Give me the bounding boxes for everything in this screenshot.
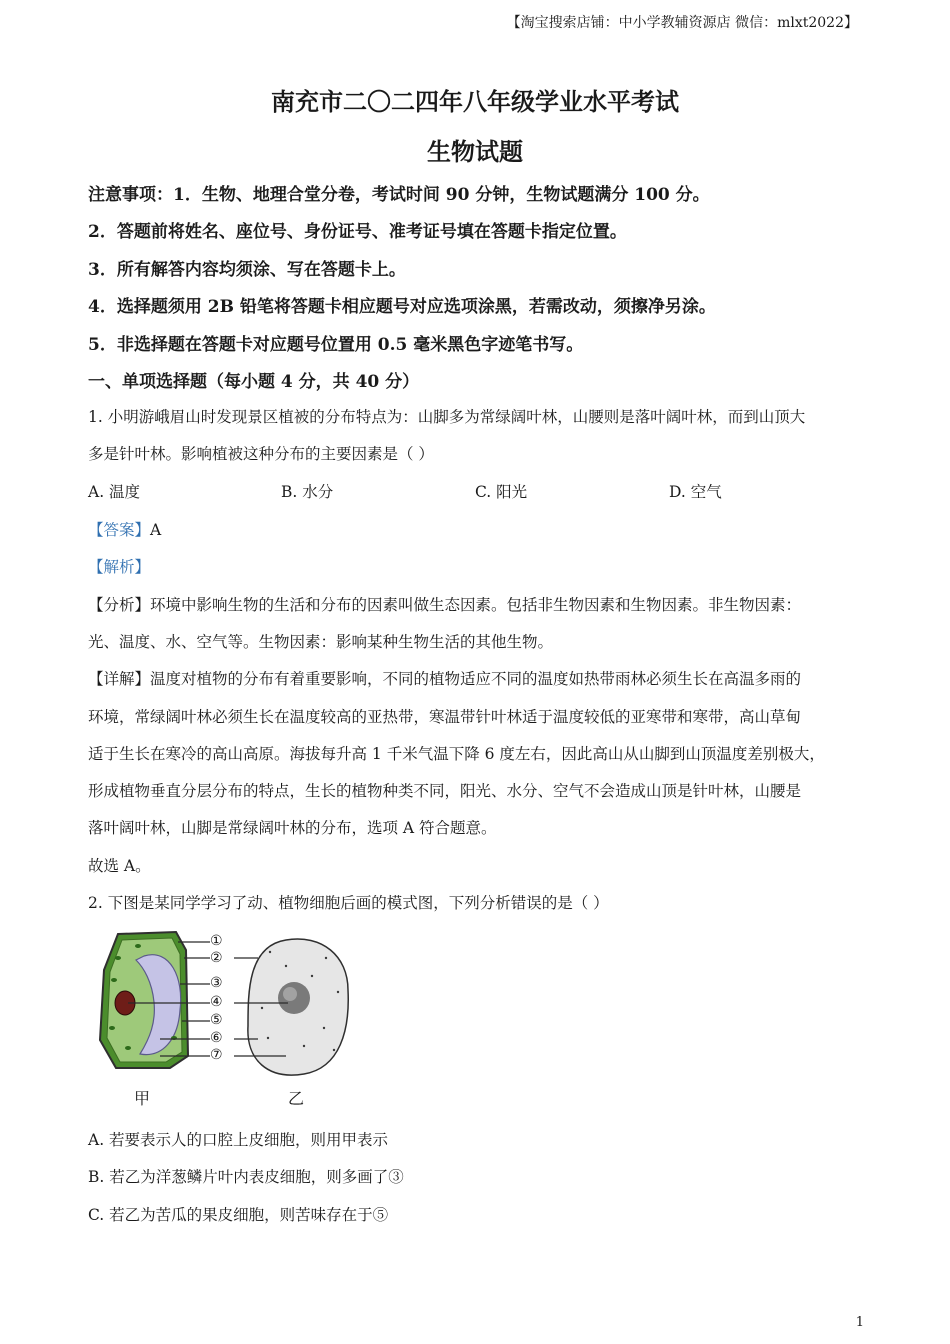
q1-stem-line-2: 多是针叶林。影响植被这种分布的主要因素是（ ） <box>88 445 434 463</box>
q1-option-c: C. 阳光 <box>475 483 528 501</box>
chloroplast-dot <box>109 1026 115 1030</box>
nucleus-highlight <box>283 987 297 1001</box>
chloroplast-dot <box>125 1046 131 1050</box>
notice-line-5: 5．非选择题在答题卡对应题号位置用 0.5 毫米黑色字迹笔书写。 <box>88 335 584 355</box>
q1-answer-row <box>88 518 161 540</box>
fenxi-text-1: 环境中影响生物的生活和分布的因素叫做生态因素。包括非生物因素和生物因素。非生物因素： <box>150 596 802 614</box>
label-5: ⑤ <box>210 1012 223 1028</box>
q1-xiangjie-line-2: 环境，常绿阔叶林必须生长在温度较高的亚热带，寒温带针叶林适于温度较低的亚寒带和寒带，高山草甸 <box>88 708 802 726</box>
q2-option-c: C. 若乙为苦瓜的果皮细胞，则苦味存在于⑤ <box>88 1206 389 1224</box>
exam-subtitle: 生物试题 <box>427 137 523 166</box>
label-6: ⑥ <box>210 1030 223 1046</box>
notice-line-1: 注意事项：1．生物、地理合堂分卷，考试时间 90 分钟，生物试题满分 100 分。 <box>88 185 710 205</box>
header-banner: 【淘宝搜索店铺：中小学教辅资源店 微信：mlxt2022】 <box>506 15 858 31</box>
label-3: ③ <box>210 975 223 991</box>
section-heading: 一、单项选择题（每小题 4 分，共 40 分） <box>88 372 420 392</box>
cell-diagram <box>98 928 358 1110</box>
cell-diagram-svg <box>98 928 358 1110</box>
q1-xiangjie-line-1 <box>88 667 801 689</box>
xiangjie-tag: 【详解】 <box>88 670 151 688</box>
q1-answer: A <box>150 521 162 539</box>
q1-option-b: B. 水分 <box>281 483 334 501</box>
caption-right: 乙 <box>288 1089 305 1108</box>
chloroplast-dot <box>115 956 121 960</box>
q1-fenxi-line-2: 光、温度、水、空气等。生物因素：影响某种生物生活的其他生物。 <box>88 633 554 651</box>
page-number: 1 <box>855 1315 864 1330</box>
label-2: ② <box>210 950 223 966</box>
q1-xiangjie-line-3: 适于生长在寒冷的高山高原。海拔每升高 1 千米气温下降 6 度左右，因此高山从山脚到山顶温度差别极大， <box>88 745 825 763</box>
q2-option-b: B. 若乙为洋葱鳞片叶内表皮细胞，则多画了③ <box>88 1168 404 1186</box>
chloroplast-dot <box>135 944 141 948</box>
exam-title: 南充市二〇二四年八年级学业水平考试 <box>271 87 679 116</box>
q1-stem-line-1: 1. 小明游峨眉山时发现景区植被的分布特点为：山脚多为常绿阔叶林，山腰则是落叶阔叶林，而到山顶大 <box>88 408 806 426</box>
q1-xiangjie-line-4: 形成植物垂直分层分布的特点，生长的植物种类不同，阳光、水分、空气不会造成山顶是针叶林，山腰是 <box>88 782 802 800</box>
q2-stem: 2. 下图是某同学学习了动、植物细胞后画的模式图，下列分析错误的是（ ） <box>88 894 609 912</box>
q1-option-a: A. 温度 <box>88 483 141 501</box>
animal-cell <box>248 939 348 1075</box>
notice-line-3: 3．所有解答内容均须涂、写在答题卡上。 <box>88 260 406 280</box>
fenxi-tag: 【分析】 <box>88 596 151 614</box>
notice-line-4: 4．选择题须用 2B 铅笔将答题卡相应题号对应选项涂黑，若需改动，须擦净另涂。 <box>88 297 716 317</box>
analysis-tag: 【解析】 <box>88 558 151 576</box>
q1-conclusion: 故选 A。 <box>88 857 151 875</box>
q1-fenxi-line-1 <box>88 593 801 615</box>
plant-cell <box>100 932 188 1068</box>
caption-left: 甲 <box>134 1089 151 1108</box>
label-1: ① <box>210 933 223 949</box>
q2-option-a: A. 若要表示人的口腔上皮细胞，则用甲表示 <box>88 1131 389 1149</box>
q1-option-d: D. 空气 <box>669 483 722 501</box>
label-7: ⑦ <box>210 1047 223 1063</box>
label-4: ④ <box>210 994 223 1010</box>
chloroplast-dot <box>111 978 117 982</box>
xiangjie-text-1: 温度对植物的分布有着重要影响，不同的植物适应不同的温度如热带雨林必须生长在高温多雨的 <box>150 670 802 688</box>
answer-tag: 【答案】 <box>88 521 151 539</box>
notice-line-2: 2．答题前将姓名、座位号、身份证号、准考证号填在答题卡指定位置。 <box>88 222 627 242</box>
q1-xiangjie-line-5: 落叶阔叶林，山脚是常绿阔叶林的分布，选项 A 符合题意。 <box>88 819 497 837</box>
